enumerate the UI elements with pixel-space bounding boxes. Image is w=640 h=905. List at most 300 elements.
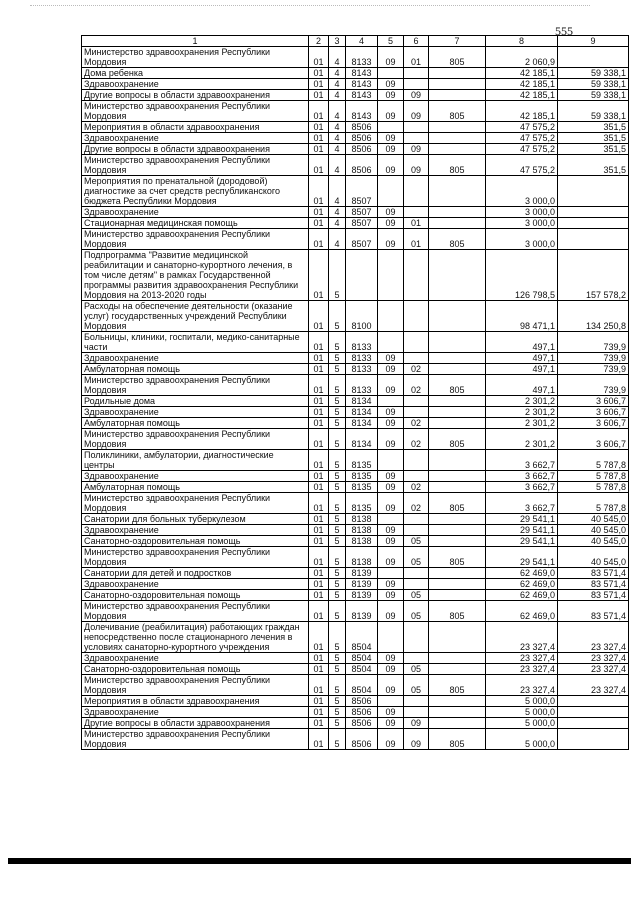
row-code-cell: 4 [329, 133, 346, 144]
row-amount-cell: 3 000,0 [486, 229, 558, 250]
row-amount-cell: 3 662,7 [486, 450, 558, 471]
row-code-cell [404, 450, 429, 471]
row-code-cell: 5 [329, 482, 346, 493]
row-amount-cell: 2 301,2 [486, 429, 558, 450]
table-row [82, 407, 629, 418]
row-name-cell: Здравоохранение [82, 653, 309, 664]
row-name-cell: Министерство здравоохранения Республики Мордовия [82, 429, 309, 450]
row-name-cell: Здравоохранение [82, 133, 309, 144]
row-code-cell [378, 450, 404, 471]
row-code-cell: 8135 [346, 471, 378, 482]
row-name-cell: Министерство здравоохранения Республики Мордовия [82, 547, 309, 568]
row-code-cell: 09 [378, 579, 404, 590]
row-code-cell: 09 [378, 493, 404, 514]
row-amount-cell: 134 250,8 [558, 301, 629, 332]
row-code-cell: 8143 [346, 79, 378, 90]
row-name-cell: Министерство здравоохранения Республики Мордовия [82, 155, 309, 176]
row-code-cell [404, 68, 429, 79]
row-code-cell [404, 133, 429, 144]
row-amount-cell: 62 469,0 [486, 601, 558, 622]
row-code-cell: 5 [329, 664, 346, 675]
row-amount-cell: 29 541,1 [486, 547, 558, 568]
row-name-cell: Министерство здравоохранения Республики Мордовия [82, 47, 309, 68]
row-code-cell: 09 [378, 729, 404, 750]
row-code-cell: 01 [309, 579, 329, 590]
row-code-cell: 5 [329, 418, 346, 429]
row-code-cell: 01 [309, 155, 329, 176]
row-code-cell: 4 [329, 229, 346, 250]
row-code-cell: 09 [378, 207, 404, 218]
row-amount-cell: 23 327,4 [486, 664, 558, 675]
row-amount-cell [558, 229, 629, 250]
table-row [82, 429, 629, 450]
table-row [82, 353, 629, 364]
row-code-cell: 8139 [346, 590, 378, 601]
row-name-cell: Расходы на обеспечение деятельности (оказание услуг) государственных учреждений Республики Мордовия [82, 301, 309, 332]
row-name-cell: Подпрограмма "Развитие медицинской реабилитации и санаторно-курортного лечения, в том числе детям" в рамках Государственной программы развития здравоохранения Республики Мордовия на 2013-2020 годы [82, 250, 309, 301]
row-code-cell [378, 332, 404, 353]
table-row [82, 250, 629, 301]
row-code-cell [404, 79, 429, 90]
row-code-cell: 09 [378, 547, 404, 568]
row-name-cell: Здравоохранение [82, 207, 309, 218]
row-code-cell: 8133 [346, 47, 378, 68]
row-code-cell: 4 [329, 79, 346, 90]
row-amount-cell: 29 541,1 [486, 514, 558, 525]
row-code-cell: 09 [404, 144, 429, 155]
table-row [82, 482, 629, 493]
row-code-cell [429, 653, 486, 664]
table-row [82, 675, 629, 696]
row-amount-cell: 739,9 [558, 332, 629, 353]
row-name-cell: Поликлиники, амбулатории, диагностические центры [82, 450, 309, 471]
table-row [82, 622, 629, 653]
row-code-cell [429, 450, 486, 471]
row-amount-cell: 5 787,8 [558, 471, 629, 482]
row-code-cell [429, 707, 486, 718]
row-code-cell: 01 [309, 229, 329, 250]
row-code-cell: 09 [378, 675, 404, 696]
row-name-cell: Амбулаторная помощь [82, 364, 309, 375]
row-code-cell: 5 [329, 396, 346, 407]
row-code-cell [429, 250, 486, 301]
row-name-cell: Другие вопросы в области здравоохранения [82, 90, 309, 101]
row-code-cell [378, 176, 404, 207]
table-row [82, 547, 629, 568]
row-code-cell: 01 [309, 218, 329, 229]
row-code-cell [378, 396, 404, 407]
budget-table [81, 35, 629, 750]
row-code-cell: 8504 [346, 622, 378, 653]
row-code-cell: 5 [329, 536, 346, 547]
row-code-cell: 01 [404, 229, 429, 250]
row-name-cell: Здравоохранение [82, 471, 309, 482]
row-code-cell: 09 [378, 79, 404, 90]
row-code-cell: 09 [404, 718, 429, 729]
table-row [82, 514, 629, 525]
header-cell: 7 [429, 36, 486, 47]
row-code-cell: 01 [309, 144, 329, 155]
table-row [82, 396, 629, 407]
row-amount-cell: 351,5 [558, 155, 629, 176]
row-code-cell: 01 [309, 176, 329, 207]
row-code-cell: 01 [309, 707, 329, 718]
row-amount-cell: 739,9 [558, 364, 629, 375]
row-name-cell: Здравоохранение [82, 525, 309, 536]
row-code-cell [429, 218, 486, 229]
row-code-cell [429, 718, 486, 729]
header-cell: 5 [378, 36, 404, 47]
row-code-cell: 01 [309, 133, 329, 144]
table-row [82, 90, 629, 101]
table-row [82, 471, 629, 482]
row-amount-cell: 40 545,0 [558, 547, 629, 568]
row-code-cell [404, 579, 429, 590]
row-amount-cell: 5 000,0 [486, 707, 558, 718]
row-name-cell: Родильные дома [82, 396, 309, 407]
row-code-cell: 01 [309, 353, 329, 364]
row-code-cell: 02 [404, 364, 429, 375]
row-name-cell: Мероприятия по пренатальной (дородовой) диагностике за счет средств республиканского бюджета Республики Мордовия [82, 176, 309, 207]
row-code-cell [404, 396, 429, 407]
row-code-cell [429, 364, 486, 375]
row-name-cell: Санаторно-оздоровительная помощь [82, 664, 309, 675]
row-code-cell: 01 [309, 122, 329, 133]
row-code-cell: 09 [378, 353, 404, 364]
row-code-cell: 8139 [346, 579, 378, 590]
scan-top-edge [30, 5, 590, 6]
row-code-cell: 8506 [346, 144, 378, 155]
header-cell: 1 [82, 36, 309, 47]
row-code-cell: 05 [404, 675, 429, 696]
row-code-cell: 01 [309, 622, 329, 653]
row-code-cell: 5 [329, 375, 346, 396]
row-code-cell [404, 301, 429, 332]
row-code-cell: 8138 [346, 536, 378, 547]
row-code-cell [429, 396, 486, 407]
row-code-cell: 805 [429, 229, 486, 250]
row-code-cell: 5 [329, 696, 346, 707]
row-code-cell: 8506 [346, 696, 378, 707]
row-code-cell: 4 [329, 122, 346, 133]
row-code-cell: 5 [329, 364, 346, 375]
row-amount-cell: 2 060,9 [486, 47, 558, 68]
table-row [82, 579, 629, 590]
row-amount-cell: 5 000,0 [486, 696, 558, 707]
row-code-cell [404, 707, 429, 718]
row-amount-cell: 3 606,7 [558, 429, 629, 450]
row-name-cell: Стационарная медицинская помощь [82, 218, 309, 229]
row-code-cell: 8133 [346, 364, 378, 375]
row-code-cell: 8506 [346, 718, 378, 729]
row-code-cell: 09 [378, 47, 404, 68]
row-code-cell: 805 [429, 547, 486, 568]
row-code-cell: 4 [329, 101, 346, 122]
row-code-cell: 01 [309, 47, 329, 68]
row-amount-cell: 42 185,1 [486, 101, 558, 122]
row-code-cell: 01 [309, 101, 329, 122]
row-name-cell: Санатории для детей и подростков [82, 568, 309, 579]
table-row [82, 568, 629, 579]
row-code-cell: 02 [404, 482, 429, 493]
row-amount-cell: 83 571,4 [558, 568, 629, 579]
row-code-cell [404, 250, 429, 301]
row-code-cell: 01 [309, 718, 329, 729]
row-amount-cell: 3 000,0 [486, 207, 558, 218]
row-amount-cell: 23 327,4 [486, 622, 558, 653]
row-code-cell [429, 622, 486, 653]
row-code-cell: 09 [404, 90, 429, 101]
table-row [82, 707, 629, 718]
row-code-cell: 5 [329, 601, 346, 622]
row-code-cell [429, 471, 486, 482]
row-code-cell: 8506 [346, 707, 378, 718]
row-code-cell: 805 [429, 155, 486, 176]
table-row [82, 68, 629, 79]
table-row [82, 47, 629, 68]
row-code-cell: 09 [378, 229, 404, 250]
row-amount-cell: 2 301,2 [486, 407, 558, 418]
table-row [82, 176, 629, 207]
row-amount-cell: 59 338,1 [558, 90, 629, 101]
row-code-cell: 5 [329, 407, 346, 418]
row-name-cell: Здравоохранение [82, 579, 309, 590]
row-code-cell: 09 [378, 218, 404, 229]
row-amount-cell: 3 662,7 [486, 471, 558, 482]
row-amount-cell: 40 545,0 [558, 514, 629, 525]
table-row [82, 207, 629, 218]
row-code-cell: 4 [329, 90, 346, 101]
row-code-cell: 01 [309, 568, 329, 579]
header-cell: 2 [309, 36, 329, 47]
row-name-cell: Амбулаторная помощь [82, 482, 309, 493]
row-code-cell [404, 332, 429, 353]
row-code-cell [429, 536, 486, 547]
row-code-cell: 8138 [346, 525, 378, 536]
row-code-cell: 09 [378, 155, 404, 176]
row-code-cell [429, 90, 486, 101]
row-code-cell: 09 [378, 536, 404, 547]
row-amount-cell: 59 338,1 [558, 68, 629, 79]
row-code-cell: 8134 [346, 407, 378, 418]
row-code-cell: 8134 [346, 429, 378, 450]
row-code-cell: 09 [378, 429, 404, 450]
row-amount-cell [558, 207, 629, 218]
table-row [82, 332, 629, 353]
row-name-cell: Санаторно-оздоровительная помощь [82, 536, 309, 547]
row-code-cell [429, 590, 486, 601]
table-row [82, 601, 629, 622]
row-name-cell: Министерство здравоохранения Республики Мордовия [82, 375, 309, 396]
row-code-cell: 4 [329, 207, 346, 218]
row-code-cell: 5 [329, 353, 346, 364]
row-name-cell: Амбулаторная помощь [82, 418, 309, 429]
row-code-cell: 05 [404, 590, 429, 601]
row-code-cell: 8135 [346, 493, 378, 514]
row-code-cell: 805 [429, 101, 486, 122]
row-code-cell: 09 [378, 707, 404, 718]
row-code-cell: 8138 [346, 514, 378, 525]
row-code-cell: 8143 [346, 101, 378, 122]
row-code-cell: 805 [429, 429, 486, 450]
row-amount-cell: 351,5 [558, 144, 629, 155]
row-amount-cell [558, 729, 629, 750]
row-code-cell: 05 [404, 664, 429, 675]
row-amount-cell: 739,9 [558, 353, 629, 364]
row-code-cell: 5 [329, 675, 346, 696]
table-row [82, 122, 629, 133]
row-code-cell [404, 471, 429, 482]
table-row [82, 375, 629, 396]
row-amount-cell: 62 469,0 [486, 579, 558, 590]
table-row [82, 590, 629, 601]
row-code-cell: 02 [404, 493, 429, 514]
row-name-cell: Мероприятия в области здравоохранения [82, 696, 309, 707]
row-code-cell: 01 [309, 90, 329, 101]
row-amount-cell: 157 578,2 [558, 250, 629, 301]
row-name-cell: Министерство здравоохранения Республики Мордовия [82, 601, 309, 622]
row-amount-cell [558, 176, 629, 207]
table-row [82, 155, 629, 176]
row-code-cell: 09 [404, 729, 429, 750]
row-code-cell [429, 525, 486, 536]
row-amount-cell: 739,9 [558, 375, 629, 396]
row-code-cell [429, 696, 486, 707]
row-code-cell: 01 [309, 207, 329, 218]
row-code-cell: 4 [329, 218, 346, 229]
row-code-cell [429, 144, 486, 155]
row-code-cell: 01 [309, 429, 329, 450]
row-code-cell [429, 332, 486, 353]
row-code-cell: 01 [309, 675, 329, 696]
row-amount-cell: 351,5 [558, 133, 629, 144]
row-code-cell: 09 [378, 590, 404, 601]
table-row [82, 364, 629, 375]
row-code-cell: 09 [404, 101, 429, 122]
row-code-cell: 01 [309, 396, 329, 407]
table-body [82, 36, 629, 750]
row-code-cell: 09 [378, 482, 404, 493]
row-code-cell [429, 133, 486, 144]
header-cell: 3 [329, 36, 346, 47]
row-code-cell: 01 [309, 79, 329, 90]
table-row [82, 418, 629, 429]
table-header-row [82, 36, 629, 47]
row-code-cell: 5 [329, 653, 346, 664]
row-amount-cell: 83 571,4 [558, 601, 629, 622]
row-amount-cell: 3 662,7 [486, 493, 558, 514]
row-code-cell: 02 [404, 418, 429, 429]
row-amount-cell: 497,1 [486, 353, 558, 364]
table-row [82, 450, 629, 471]
row-amount-cell: 3 606,7 [558, 407, 629, 418]
row-code-cell [404, 353, 429, 364]
row-code-cell: 8100 [346, 301, 378, 332]
row-amount-cell: 2 301,2 [486, 396, 558, 407]
row-code-cell: 5 [329, 301, 346, 332]
row-code-cell: 09 [378, 364, 404, 375]
row-amount-cell: 23 327,4 [558, 675, 629, 696]
row-code-cell: 5 [329, 471, 346, 482]
row-amount-cell: 351,5 [558, 122, 629, 133]
row-amount-cell: 3 606,7 [558, 396, 629, 407]
row-amount-cell: 5 787,8 [558, 482, 629, 493]
row-code-cell: 09 [378, 664, 404, 675]
row-code-cell: 5 [329, 450, 346, 471]
row-code-cell: 01 [309, 407, 329, 418]
row-amount-cell: 62 469,0 [486, 568, 558, 579]
row-amount-cell: 47 575,2 [486, 133, 558, 144]
row-code-cell [429, 664, 486, 675]
row-code-cell: 8134 [346, 418, 378, 429]
row-amount-cell: 29 541,1 [486, 525, 558, 536]
row-code-cell [378, 68, 404, 79]
row-code-cell: 8506 [346, 133, 378, 144]
row-code-cell: 01 [309, 664, 329, 675]
header-cell: 4 [346, 36, 378, 47]
row-code-cell: 01 [309, 547, 329, 568]
header-cell: 8 [486, 36, 558, 47]
row-code-cell: 805 [429, 375, 486, 396]
row-code-cell [429, 418, 486, 429]
row-name-cell: Санаторно-оздоровительная помощь [82, 590, 309, 601]
row-code-cell [429, 514, 486, 525]
row-code-cell: 01 [309, 68, 329, 79]
row-code-cell: 09 [378, 90, 404, 101]
row-amount-cell: 42 185,1 [486, 79, 558, 90]
row-code-cell [429, 68, 486, 79]
table-row [82, 79, 629, 90]
row-code-cell: 09 [378, 653, 404, 664]
row-code-cell: 01 [309, 301, 329, 332]
row-name-cell: Другие вопросы в области здравоохранения [82, 718, 309, 729]
row-code-cell: 5 [329, 579, 346, 590]
table-row [82, 653, 629, 664]
table-row [82, 718, 629, 729]
row-code-cell [429, 122, 486, 133]
row-name-cell: Мероприятия в области здравоохранения [82, 122, 309, 133]
table-row [82, 664, 629, 675]
row-code-cell [404, 622, 429, 653]
row-code-cell: 8504 [346, 664, 378, 675]
row-code-cell: 01 [309, 601, 329, 622]
row-code-cell: 8134 [346, 396, 378, 407]
row-code-cell: 09 [378, 418, 404, 429]
row-code-cell: 01 [404, 218, 429, 229]
row-amount-cell: 23 327,4 [486, 653, 558, 664]
row-name-cell: Санатории для больных туберкулезом [82, 514, 309, 525]
table-row [82, 229, 629, 250]
row-code-cell: 09 [378, 718, 404, 729]
row-amount-cell: 83 571,4 [558, 579, 629, 590]
row-code-cell: 8507 [346, 176, 378, 207]
row-name-cell: Здравоохранение [82, 353, 309, 364]
row-code-cell: 8143 [346, 90, 378, 101]
row-code-cell: 5 [329, 590, 346, 601]
row-amount-cell: 62 469,0 [486, 590, 558, 601]
row-name-cell: Министерство здравоохранения Республики Мордовия [82, 101, 309, 122]
row-code-cell [429, 207, 486, 218]
row-name-cell: Министерство здравоохранения Республики Мордовия [82, 229, 309, 250]
row-amount-cell: 5 000,0 [486, 729, 558, 750]
scan-bottom-edge [8, 858, 631, 864]
row-code-cell [429, 568, 486, 579]
row-code-cell: 8139 [346, 601, 378, 622]
table-row [82, 144, 629, 155]
row-code-cell: 09 [378, 144, 404, 155]
table-row [82, 729, 629, 750]
row-amount-cell: 497,1 [486, 364, 558, 375]
